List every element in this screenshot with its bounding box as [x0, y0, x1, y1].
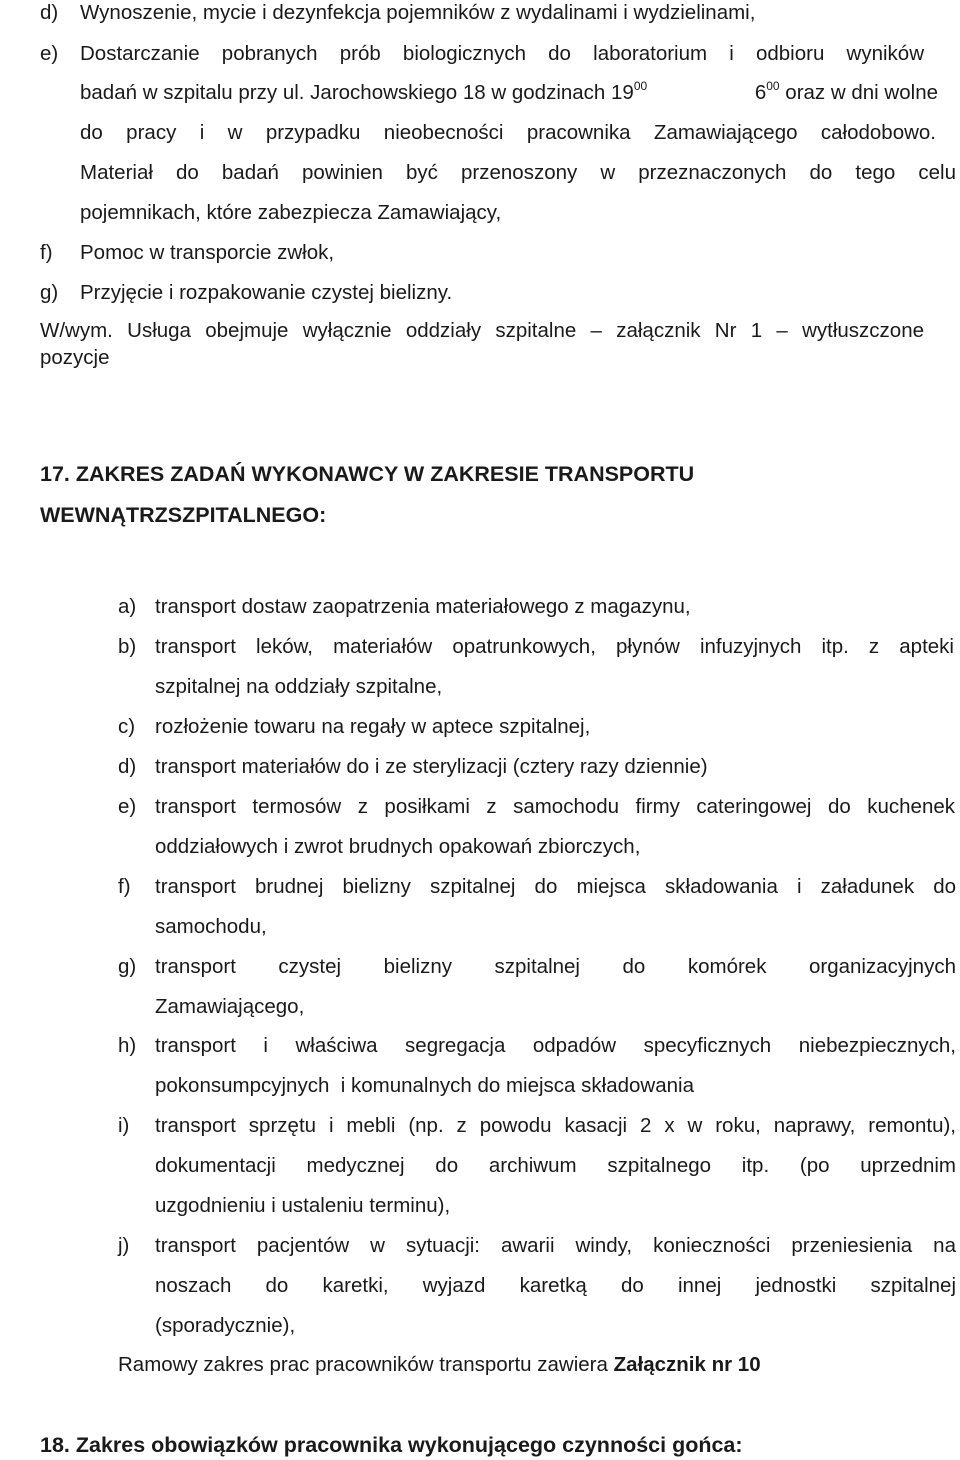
item-g-label: g)	[40, 281, 59, 304]
task-c-label: c)	[118, 715, 136, 738]
section17-heading-line1: 17. ZAKRES ZADAŃ WYKONAWCY W ZAKRESIE TRANSPORTU	[40, 462, 695, 486]
task-f-line1: transport brudnej bielizny szpitalnej do miejsca składowania i załadunek do	[155, 875, 956, 898]
section18-heading: 18. Zakres obowiązków pracownika wykonującego czynności gońca:	[40, 1433, 743, 1457]
task-j-line3: (sporadycznie),	[155, 1314, 296, 1337]
task-i-line1: transport sprzętu i mebli (np. z powodu kasacji 2 x w roku, naprawy, remontu),	[155, 1114, 956, 1137]
note-line1: W/wym. Usługa obejmuje wyłącznie oddziały szpitalne – załącznik Nr 1 – wytłuszczone	[40, 319, 924, 342]
task-h-line1: transport i właściwa segregacja odpadów specyficznych niebezpiecznych,	[155, 1034, 956, 1057]
task-g-line2: Zamawiającego,	[155, 995, 305, 1018]
item-e-line5: pojemnikach, które zabezpiecza Zamawiający,	[80, 201, 502, 224]
task-j-line1: transport pacjentów w sytuacji: awarii windy, konieczności przeniesienia na	[155, 1234, 956, 1257]
task-g-label: g)	[118, 955, 137, 978]
item-f-text: Pomoc w transporcie zwłok,	[80, 241, 335, 264]
task-d-line1: transport materiałów do i ze sterylizacji (cztery razy dziennie)	[155, 755, 708, 778]
task-a-line1: transport dostaw zaopatrzenia materiałowego z magazynu,	[155, 595, 691, 618]
task-e-label: e)	[118, 795, 137, 818]
task-b-line2: szpitalnej na oddziały szpitalne,	[155, 675, 443, 698]
task-c-line1: rozłożenie towaru na regały w aptece szpitalnej,	[155, 715, 591, 738]
task-b-label: b)	[118, 635, 137, 658]
task-i-line3: uzgodnieniu i ustaleniu terminu),	[155, 1194, 451, 1217]
item-g-text: Przyjęcie i rozpakowanie czystej bielizny.	[80, 281, 453, 304]
task-h-label: h)	[118, 1034, 137, 1057]
task-j-line2: noszach do karetki, wyjazd karetką do innej jednostki szpitalnej	[155, 1274, 956, 1297]
task-h-line2: pokonsumpcyjnych i komunalnych do miejsca składowania	[155, 1074, 694, 1097]
item-e-text: Dostarczanie pobranych prób biologicznych do laboratorium i odbioru wyników	[80, 42, 924, 65]
item-e-line2-part1: badań w szpitalu przy ul. Jarochowskiego 18 w godzinach $19^{00}$	[80, 79, 648, 104]
item-e-line2	[80, 79, 938, 104]
task-a-label: a)	[118, 595, 137, 618]
task-j-label: j)	[118, 1234, 130, 1257]
task-g-line1: transport czystej bielizny szpitalnej do komórek organizacyjnych	[155, 955, 956, 978]
footer-text: Ramowy zakres prac pracowników transportu zawiera	[118, 1353, 614, 1376]
task-b-line1: transport leków, materiałów opatrunkowych, płynów infuzyjnych itp. z apteki	[155, 635, 954, 658]
task-e-line1: transport termosów z posiłkami z samochodu firmy cateringowej do kuchenek	[155, 795, 955, 818]
section17-footer	[118, 1355, 761, 1376]
task-d-label: d)	[118, 755, 137, 778]
task-i-line2: dokumentacji medycznej do archiwum szpitalnego itp. (po uprzednim	[155, 1154, 956, 1177]
item-e-line4: Materiał do badań powinien być przenoszony w przeznaczonych do tego celu	[80, 161, 956, 184]
item-e-line3: do pracy i w przypadku nieobecności pracownika Zamawiającego całodobowo.	[80, 121, 936, 144]
item-d-text: Wynoszenie, mycie i dezynfekcja pojemników z wydalinami i wydzielinami,	[80, 1, 756, 24]
attachment-reference: Załącznik nr 10	[613, 1353, 761, 1376]
item-e-label: e)	[40, 42, 59, 65]
section17-heading-line2: WEWNĄTRZSZPITALNEGO:	[40, 503, 327, 527]
item-e-line2-part2: $6^{00}$ oraz w dni wolne	[754, 79, 938, 104]
item-f-label: f)	[40, 241, 53, 264]
task-f-label: f)	[118, 875, 131, 898]
item-d-label: d)	[40, 1, 59, 24]
task-i-label: i)	[118, 1114, 130, 1137]
task-e-line2: oddziałowych i zwrot brudnych opakowań zbiorczych,	[155, 835, 641, 858]
note-line2: pozycje	[40, 346, 110, 369]
task-f-line2: samochodu,	[155, 915, 267, 938]
